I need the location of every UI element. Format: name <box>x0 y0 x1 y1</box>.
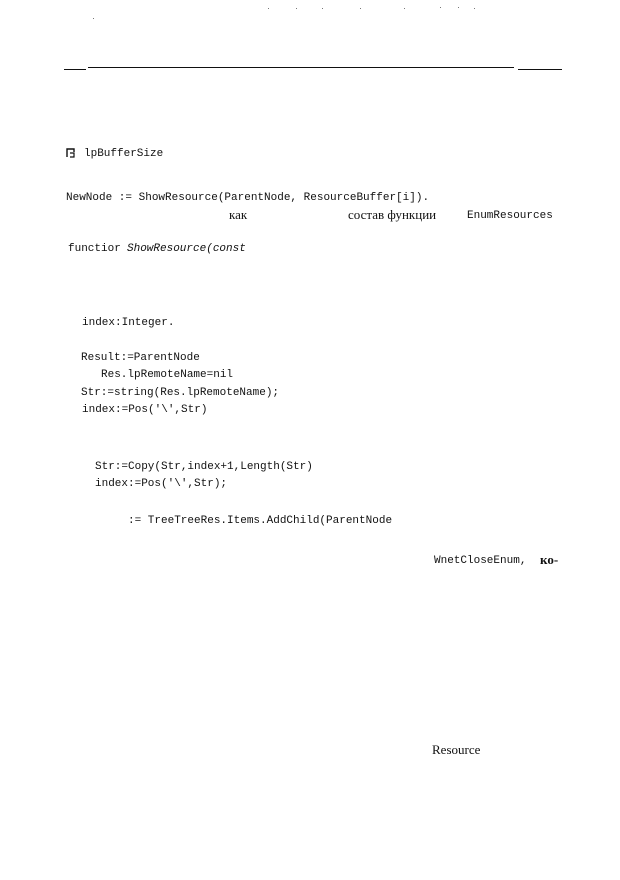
scan-speck <box>322 8 323 9</box>
bullet-square-icon <box>66 148 75 158</box>
scan-speck <box>458 7 459 8</box>
code-line-str-assign: Str:=string(Res.lpRemoteName); <box>81 387 280 399</box>
scan-speck <box>93 18 94 19</box>
code-newnode-line: NewNode := ShowResource(ParentNode, ResourceBuffer[i]). <box>66 192 430 204</box>
header-rule-left <box>64 69 86 70</box>
header-rule-right <box>518 69 562 70</box>
code-line-result: Result:=ParentNode <box>81 352 200 364</box>
code-function-keyword: functior <box>68 243 121 255</box>
prose-word-resource: Resource <box>432 742 481 757</box>
code-line-index-pos: index:=Pos('\',Str) <box>82 404 208 416</box>
code-line-remotename-check: Res.lpRemoteName=nil <box>101 369 234 381</box>
prose-word-ko: ко- <box>540 552 559 567</box>
scan-speck <box>268 8 269 9</box>
code-function-name: ShowResource(const <box>127 243 246 255</box>
header-rule <box>88 67 514 68</box>
code-line-index-decl: index:Integer. <box>82 317 175 329</box>
prose-enumresources: EnumResources <box>467 210 553 222</box>
scan-speck <box>360 8 361 9</box>
code-line-str-copy: Str:=Copy(Str,index+1,Length(Str) <box>95 461 313 473</box>
param-name: lpBufferSize <box>84 148 164 160</box>
code-line-addchild: := TreeTreeRes.Items.AddChild(ParentNode <box>128 515 393 527</box>
scan-speck <box>296 8 297 9</box>
prose-word-kak: как <box>229 207 248 222</box>
scan-speck <box>404 8 405 9</box>
scan-speck <box>474 8 475 9</box>
code-line-index-pos-2: index:=Pos('\',Str); <box>95 478 228 490</box>
prose-wnetcloseenum: WnetCloseEnum, <box>434 555 527 567</box>
scan-speck <box>440 7 441 8</box>
prose-word-sostav: состав функции <box>348 207 437 222</box>
